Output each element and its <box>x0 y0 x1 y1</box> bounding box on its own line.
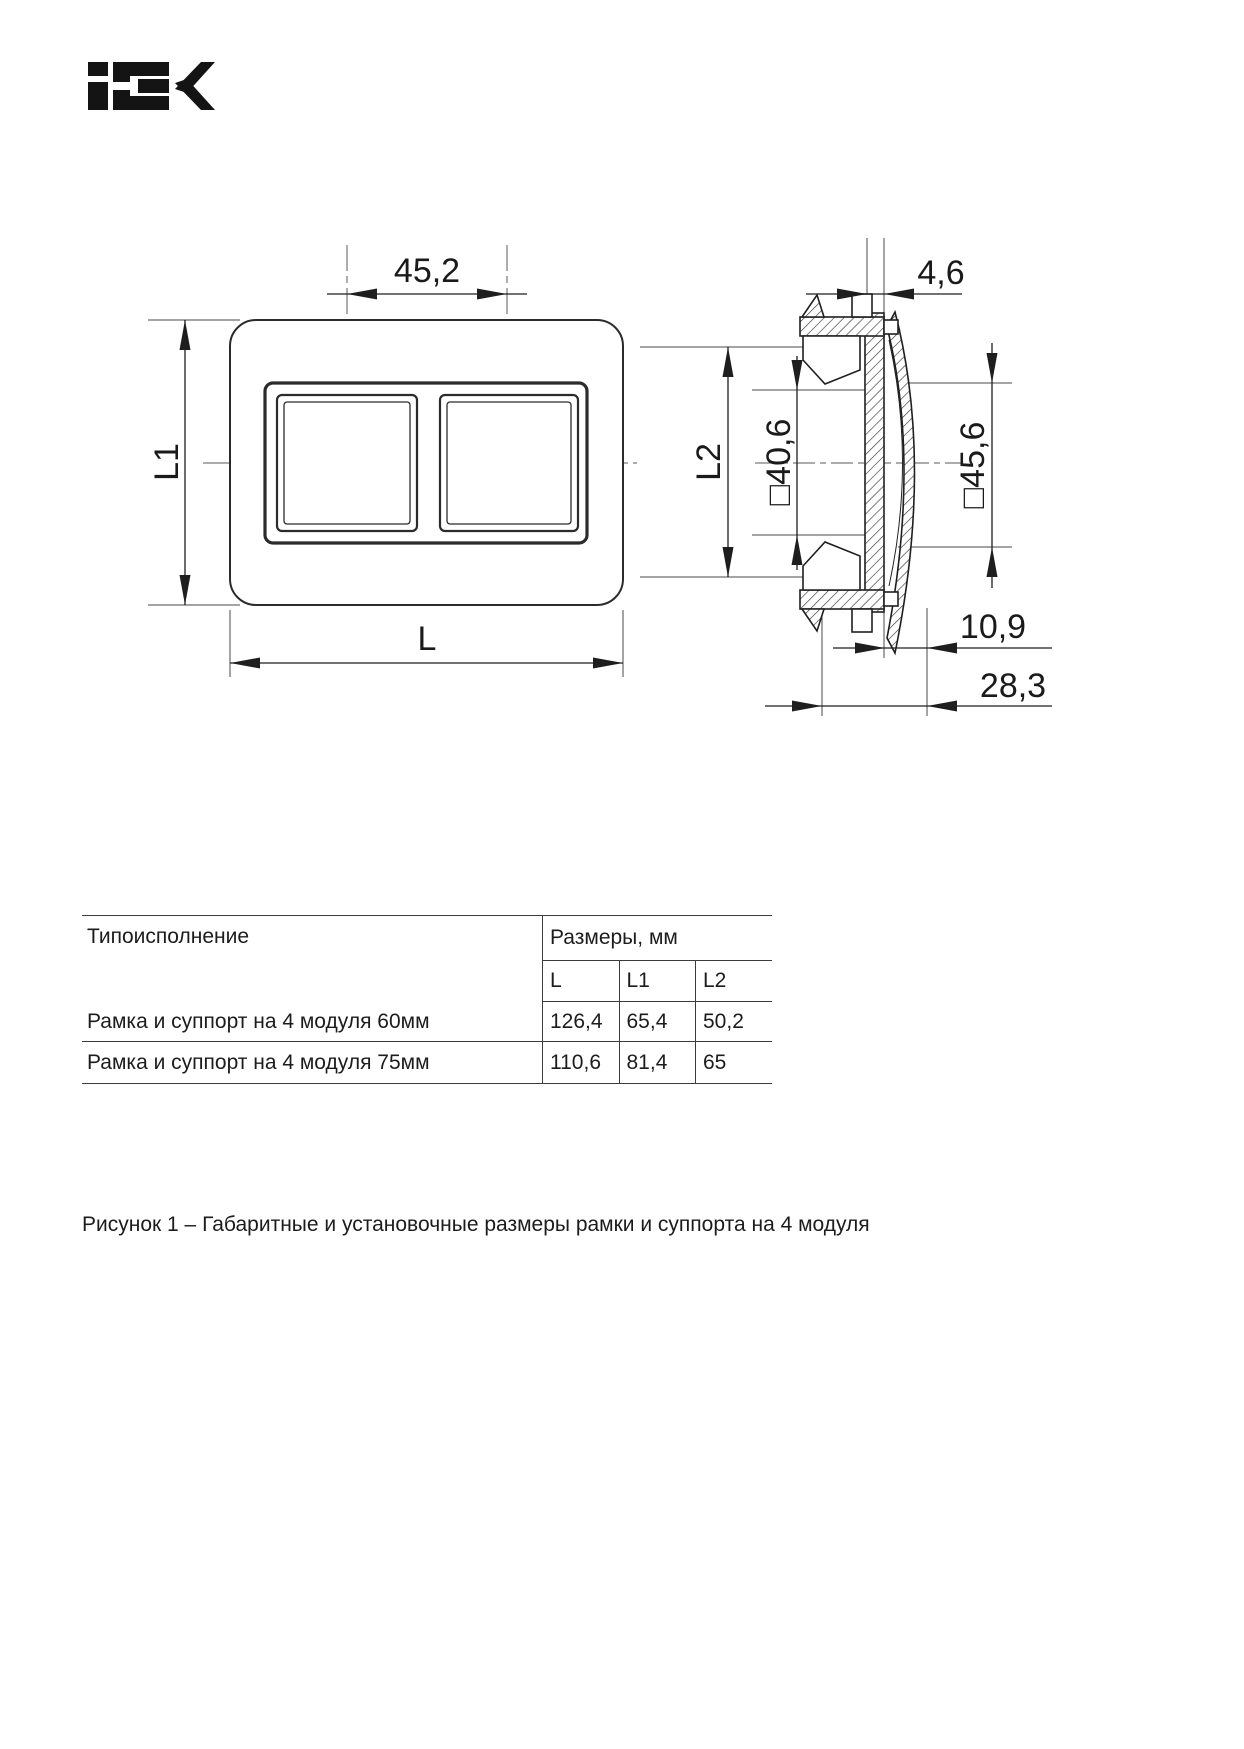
bottom-tab <box>852 609 872 632</box>
table-header-row <box>82 916 772 961</box>
dim-total-depth <box>765 667 1052 712</box>
dim-window-outer <box>954 343 998 588</box>
bottom-flange <box>800 590 884 609</box>
bottom-claw-body <box>803 542 860 590</box>
top-tab <box>852 294 872 317</box>
technical-drawing <box>100 200 1070 720</box>
top-clip-step <box>884 320 898 334</box>
row-75mm-l2: 65 <box>696 1042 773 1084</box>
dim-height-l1-label: L1 <box>148 443 186 481</box>
iek-logo-glyphs <box>88 62 215 110</box>
row-60mm-l1: 65,4 <box>619 1002 696 1042</box>
dim-plate-thickness <box>806 254 965 300</box>
dim-front-depth-label: 10,9 <box>959 608 1027 646</box>
dim-window-outer-label: □45,6 <box>954 421 992 509</box>
logo-i-dot <box>88 62 108 76</box>
row-60mm-l2: 50,2 <box>696 1002 773 1042</box>
table-row <box>82 1042 772 1084</box>
row-type-75mm: Рамка и суппорт на 4 модуля 75мм <box>82 1042 543 1084</box>
dim-height-l1 <box>148 320 191 605</box>
row-75mm-l1: 81,4 <box>619 1042 696 1084</box>
logo-i-stem <box>88 82 108 110</box>
support-plate-section <box>865 313 884 612</box>
bottom-clip-step <box>884 592 898 606</box>
dim-window-inner <box>760 356 803 570</box>
top-claw-body <box>803 336 860 384</box>
dim-l2-label: L2 <box>690 443 728 481</box>
iek-logo <box>75 52 215 120</box>
figure-caption: Рисунок 1 – Габаритные и установочные размеры рамки и суппорта на 4 модуля <box>82 1213 870 1236</box>
dim-width-l-label: L <box>417 620 437 658</box>
col-header-l1: L1 <box>619 961 696 1002</box>
section-profile <box>800 294 915 653</box>
dimensions-table <box>82 915 772 1084</box>
sizes-column-header: Размеры, мм <box>543 916 773 961</box>
top-claw-spike <box>802 295 824 317</box>
dim-module-pitch <box>327 252 527 300</box>
logo-e-middle <box>138 79 169 93</box>
top-flange <box>800 317 884 336</box>
dim-width-l <box>230 620 623 669</box>
frame-outline <box>230 320 623 605</box>
type-column-header: Типоисполнение <box>82 916 543 1002</box>
col-header-l2: L2 <box>696 961 773 1002</box>
row-type-60mm: Рамка и суппорт на 4 модуля 60мм <box>82 1002 543 1042</box>
table-row <box>82 1002 772 1042</box>
dim-l2 <box>690 347 734 577</box>
side-section-drawing <box>640 238 1052 716</box>
dim-window-inner-label: □40,6 <box>760 418 798 506</box>
dim-plate-thickness-label: 4,6 <box>917 254 965 292</box>
col-header-l: L <box>543 961 620 1002</box>
front-view-drawing <box>148 245 637 677</box>
dim-total-depth-label: 28,3 <box>979 667 1047 705</box>
row-75mm-l: 110,6 <box>543 1042 620 1084</box>
row-60mm-l: 126,4 <box>543 1002 620 1042</box>
dim-module-pitch-label: 45,2 <box>393 252 461 290</box>
bottom-claw-spike <box>802 609 824 631</box>
